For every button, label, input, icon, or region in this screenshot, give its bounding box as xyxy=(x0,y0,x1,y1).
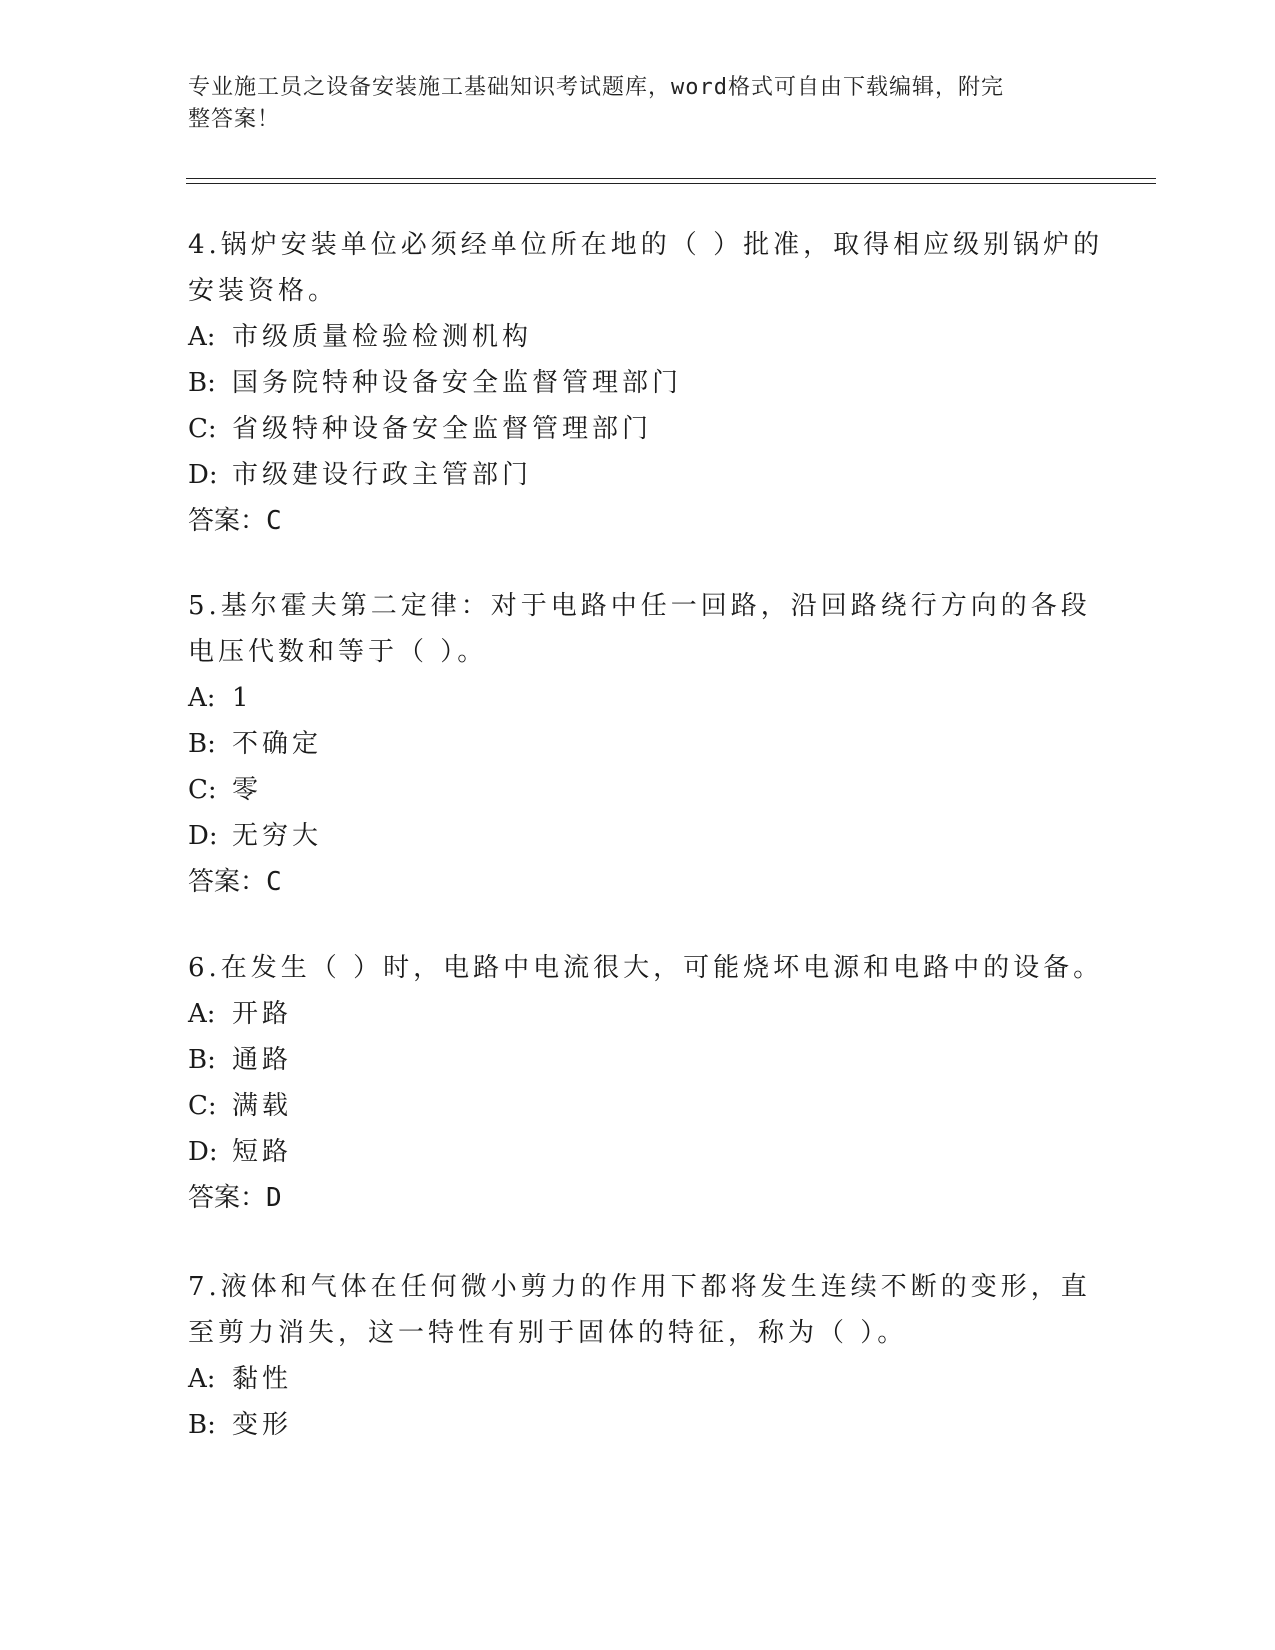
question-5-option-b xyxy=(188,721,1088,767)
option-key: A: xyxy=(188,322,216,352)
question-4-option-d xyxy=(188,452,1088,498)
question-4-text-line-1: 4.锅炉安装单位必须经单位所在地的（ ）批准，取得相应级别锅炉的 xyxy=(188,230,1104,260)
question-4-option-c xyxy=(188,406,1088,452)
question-4-option-a xyxy=(188,314,1088,360)
question-6 xyxy=(188,945,1104,1221)
option-text: 市级质量检验检测机构 xyxy=(232,322,533,352)
option-key: B: xyxy=(188,368,216,398)
option-key: A: xyxy=(188,999,216,1029)
option-text: 满载 xyxy=(232,1091,293,1121)
question-7-option-a xyxy=(188,1356,1088,1402)
option-text: 1 xyxy=(232,683,253,713)
header-line-1: 专业施工员之设备安装施工基础知识考试题库，word格式可自由下载编辑，附完 xyxy=(188,75,1004,100)
option-text: 无穷大 xyxy=(232,821,323,851)
option-key: D: xyxy=(188,1137,218,1167)
question-6-answer xyxy=(188,1175,1088,1221)
question-6-option-a xyxy=(188,991,1088,1037)
option-key: D: xyxy=(188,460,218,490)
header-divider-top xyxy=(186,178,1156,179)
answer-value: C xyxy=(266,506,282,536)
option-text: 黏性 xyxy=(232,1364,293,1394)
option-key: D: xyxy=(188,821,218,851)
option-text: 零 xyxy=(232,775,263,805)
header-line-2: 整答案！ xyxy=(188,107,281,132)
option-key: A: xyxy=(188,1364,216,1394)
question-7-text-line-1: 7.液体和气体在任何微小剪力的作用下都将发生连续不断的变形，直 xyxy=(188,1272,1091,1302)
question-4-option-b xyxy=(188,360,1088,406)
option-key: C: xyxy=(188,414,217,444)
question-5 xyxy=(188,583,1091,905)
question-5-answer xyxy=(188,859,1088,905)
option-text: 市级建设行政主管部门 xyxy=(232,460,533,490)
option-text: 国务院特种设备安全监督管理部门 xyxy=(232,368,683,398)
option-key: A: xyxy=(188,683,216,713)
option-key: B: xyxy=(188,1045,216,1075)
option-text: 短路 xyxy=(232,1137,293,1167)
question-5-option-a xyxy=(188,675,1088,721)
answer-label: 答案： xyxy=(188,506,267,536)
option-text: 省级特种设备安全监督管理部门 xyxy=(232,414,653,444)
answer-value: C xyxy=(266,867,282,897)
question-6-text-line-1: 6.在发生（ ）时，电路中电流很大，可能烧坏电源和电路中的设备。 xyxy=(188,953,1104,983)
document-header xyxy=(188,72,1068,136)
question-4-text-line-2: 安装资格。 xyxy=(188,276,339,306)
question-7 xyxy=(188,1264,1091,1448)
option-text: 开路 xyxy=(232,999,293,1029)
option-key: C: xyxy=(188,775,217,805)
option-key: B: xyxy=(188,1410,216,1440)
question-5-option-c xyxy=(188,767,1088,813)
option-text: 通路 xyxy=(232,1045,293,1075)
option-text: 变形 xyxy=(232,1410,293,1440)
question-4 xyxy=(188,222,1104,544)
question-5-text-line-1: 5.基尔霍夫第二定律：对于电路中任一回路，沿回路绕行方向的各段 xyxy=(188,591,1091,621)
answer-label: 答案： xyxy=(188,867,267,897)
question-6-option-d xyxy=(188,1129,1088,1175)
header-divider-bottom xyxy=(186,183,1156,184)
answer-value: D xyxy=(266,1183,282,1213)
question-7-text-line-2: 至剪力消失，这一特性有别于固体的特征，称为（ ）。 xyxy=(188,1318,908,1348)
question-6-option-c xyxy=(188,1083,1088,1129)
option-key: C: xyxy=(188,1091,217,1121)
option-text: 不确定 xyxy=(232,729,323,759)
question-5-text-line-2: 电压代数和等于（ ）。 xyxy=(188,637,488,667)
question-6-option-b xyxy=(188,1037,1088,1083)
question-5-option-d xyxy=(188,813,1088,859)
option-key: B: xyxy=(188,729,216,759)
question-4-answer xyxy=(188,498,1088,544)
answer-label: 答案： xyxy=(188,1183,267,1213)
question-7-option-b xyxy=(188,1402,1088,1448)
